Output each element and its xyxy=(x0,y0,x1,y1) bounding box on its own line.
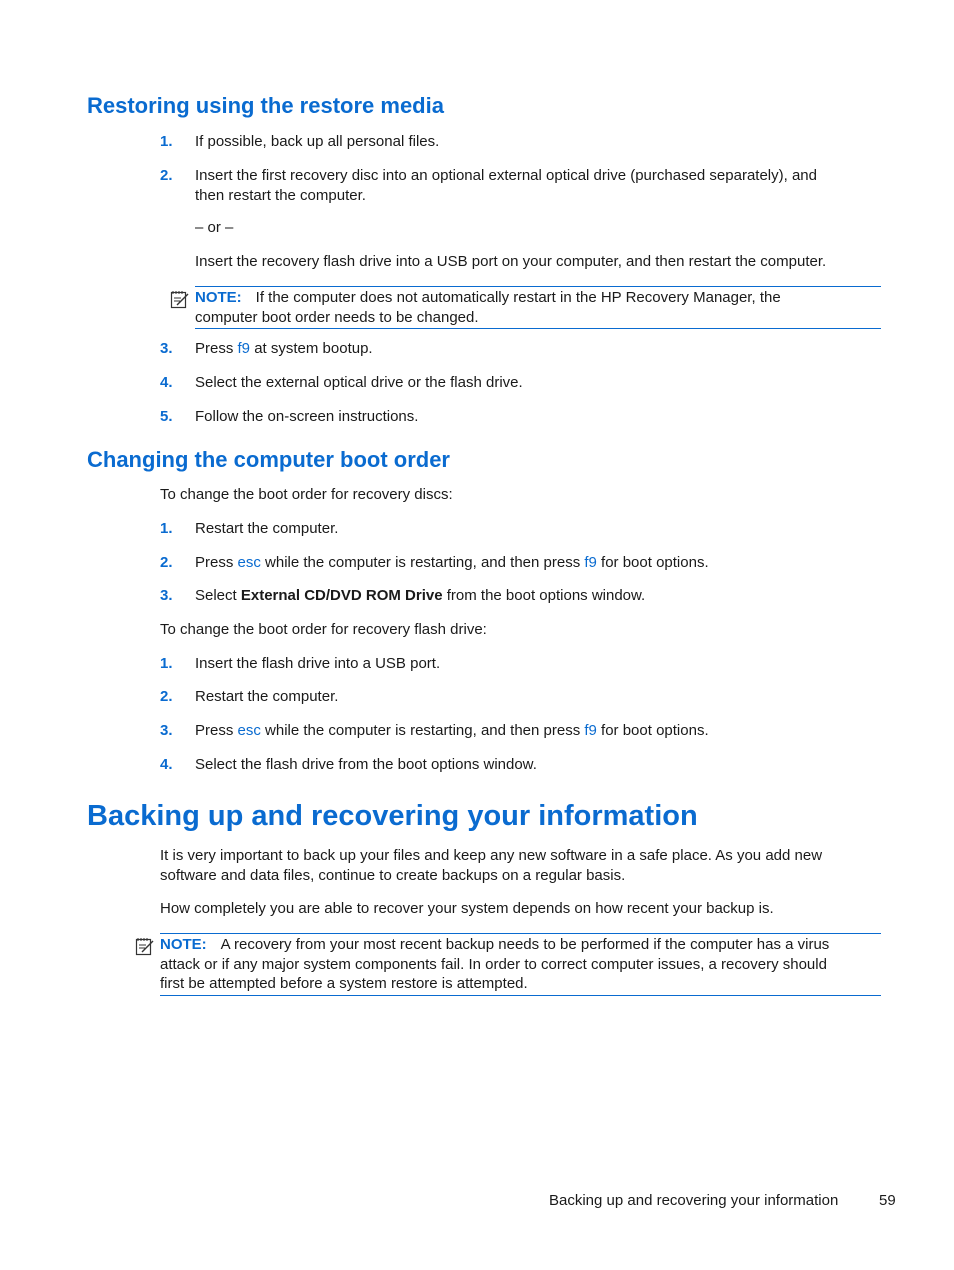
intro-text: To change the boot order for recovery flash drive: xyxy=(160,621,487,638)
note-label: NOTE: xyxy=(195,289,242,306)
step-text xyxy=(195,166,885,205)
section-heading-restoring: Restoring using the restore media xyxy=(87,93,444,118)
step-number: 1. xyxy=(160,520,173,537)
step-text: Select the external optical drive or the flash drive. xyxy=(195,374,523,391)
step-text-part: while the computer is restarting, and then press xyxy=(260,722,585,739)
step-number: 1. xyxy=(160,655,173,672)
step-text-part: Select xyxy=(195,587,241,604)
step-text xyxy=(195,553,885,573)
note-label: NOTE: xyxy=(160,936,207,953)
drive-name: External CD/DVD ROM Drive xyxy=(240,587,443,604)
note-text: first be attempted before a system restore is attempted. xyxy=(160,975,528,992)
step-text-part: at system bootup. xyxy=(250,340,373,357)
key-f9: f9 xyxy=(237,340,251,357)
step-text: Restart the computer. xyxy=(195,688,339,705)
step-text-part: for boot options. xyxy=(596,554,709,571)
step-number: 2. xyxy=(160,688,173,705)
note-line xyxy=(160,935,881,955)
or-separator: – or – xyxy=(195,219,234,236)
step-text: Follow the on-screen instructions. xyxy=(195,408,419,425)
paragraph: How completely you are able to recover your system depends on how recent your backup is. xyxy=(160,900,774,917)
note-line xyxy=(195,288,881,308)
note-text: If the computer does not automatically restart in the HP Recovery Manager, the xyxy=(255,289,781,306)
step-text-part: while the computer is restarting, and then press xyxy=(260,554,585,571)
step-number: 4. xyxy=(160,756,173,773)
step-text-part: Press xyxy=(195,340,238,357)
note-text: attack or if any major system components fail. In order to correct computer issues, a recovery should xyxy=(160,955,827,973)
section-heading-boot-order: Changing the computer boot order xyxy=(87,447,450,472)
step-number: 3. xyxy=(160,340,173,357)
key-f9: f9 xyxy=(584,722,597,739)
paragraph-line: It is very important to back up your files and keep any new software in a safe place. As you add new xyxy=(160,847,823,864)
step-text xyxy=(195,339,885,359)
step-text: Insert the flash drive into a USB port. xyxy=(195,655,441,672)
step-number: 4. xyxy=(160,374,173,391)
step-text-part: Press xyxy=(195,554,238,571)
note-text: computer boot order needs to be changed. xyxy=(195,308,479,326)
step-number: 1. xyxy=(160,133,173,150)
note-box xyxy=(160,933,881,996)
note-text: A recovery from your most recent backup needs to be performed if the computer has a virus xyxy=(220,936,830,953)
step-text-line: Insert the first recovery disc into an optional external optical drive (purchased separately), and xyxy=(195,167,817,184)
step-text xyxy=(195,721,885,741)
step-number: 5. xyxy=(160,408,173,425)
note-pad-icon xyxy=(135,936,155,956)
key-esc: esc xyxy=(237,722,261,739)
page-number: 59 xyxy=(879,1192,896,1209)
step-text: Select the flash drive from the boot options window. xyxy=(195,756,537,773)
footer-title: Backing up and recovering your information xyxy=(549,1192,839,1209)
step-text-line: then restart the computer. xyxy=(195,186,366,204)
step-text xyxy=(195,586,885,606)
key-esc: esc xyxy=(237,554,261,571)
step-number: 2. xyxy=(160,554,173,571)
paragraph xyxy=(160,846,885,885)
step-text: Restart the computer. xyxy=(195,520,339,537)
step-text: If possible, back up all personal files. xyxy=(195,133,440,150)
step-number: 3. xyxy=(160,587,173,604)
step-text-part: for boot options. xyxy=(596,722,709,739)
intro-text: To change the boot order for recovery discs: xyxy=(160,486,453,503)
note-box xyxy=(195,286,881,329)
key-f9: f9 xyxy=(584,554,597,571)
alternative-step-text: Insert the recovery flash drive into a USB port on your computer, and then restart the computer. xyxy=(195,253,827,270)
paragraph-line: software and data files, continue to create backups on a regular basis. xyxy=(160,866,626,884)
note-pad-icon xyxy=(170,289,190,309)
step-text-part: Press xyxy=(195,722,238,739)
chapter-heading: Backing up and recovering your information xyxy=(87,800,698,832)
step-text-part: from the boot options window. xyxy=(442,587,646,604)
step-number: 2. xyxy=(160,167,173,184)
step-number: 3. xyxy=(160,722,173,739)
